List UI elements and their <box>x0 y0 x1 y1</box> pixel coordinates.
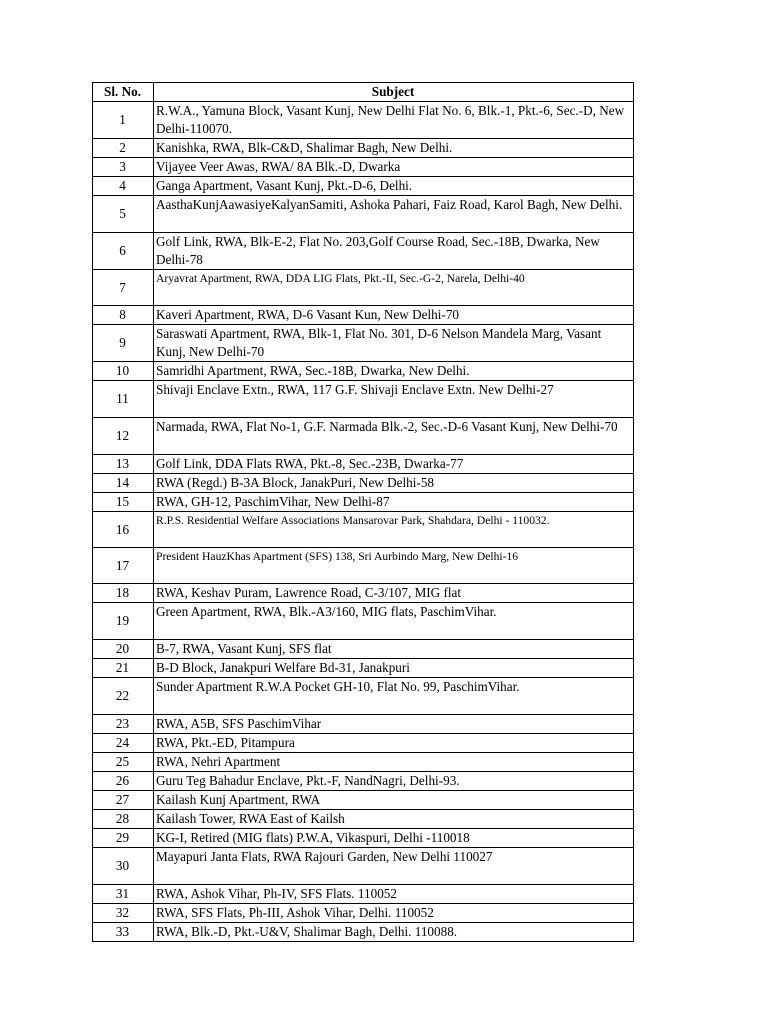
row-serial-number: 4 <box>93 177 154 196</box>
row-subject: Guru Teg Bahadur Enclave, Pkt.-F, NandNagri, Delhi-93. <box>154 772 634 791</box>
row-serial-number: 24 <box>93 734 154 753</box>
row-serial-number: 31 <box>93 885 154 904</box>
row-subject: Golf Link, RWA, Blk-E-2, Flat No. 203,Golf Course Road, Sec.-18B, Dwarka, New Delhi-78 <box>154 233 634 270</box>
row-serial-number: 18 <box>93 584 154 603</box>
row-serial-number: 23 <box>93 715 154 734</box>
row-serial-number: 22 <box>93 678 154 715</box>
row-serial-number: 16 <box>93 512 154 548</box>
row-subject: Kaveri Apartment, RWA, D-6 Vasant Kun, New Delhi-70 <box>154 306 634 325</box>
table-row <box>93 734 634 753</box>
header-sl-no: Sl. No. <box>93 83 154 102</box>
row-serial-number: 3 <box>93 158 154 177</box>
table-row <box>93 177 634 196</box>
row-serial-number: 19 <box>93 603 154 640</box>
table-row <box>93 270 634 306</box>
row-serial-number: 28 <box>93 810 154 829</box>
row-serial-number: 5 <box>93 196 154 233</box>
row-serial-number: 2 <box>93 139 154 158</box>
row-subject: Ganga Apartment, Vasant Kunj, Pkt.-D-6, Delhi. <box>154 177 634 196</box>
row-subject: AasthaKunjAawasiyeKalyanSamiti, Ashoka Pahari, Faiz Road, Karol Bagh, New Delhi. <box>154 196 634 233</box>
row-serial-number: 27 <box>93 791 154 810</box>
table-row <box>93 603 634 640</box>
table-row <box>93 158 634 177</box>
row-serial-number: 17 <box>93 548 154 584</box>
row-subject: RWA (Regd.) B-3A Block, JanakPuri, New Delhi-58 <box>154 474 634 493</box>
row-subject: Shivaji Enclave Extn., RWA, 117 G.F. Shivaji Enclave Extn. New Delhi-27 <box>154 381 634 418</box>
row-serial-number: 10 <box>93 362 154 381</box>
row-serial-number: 1 <box>93 102 154 139</box>
row-serial-number: 12 <box>93 418 154 455</box>
table-row <box>93 904 634 923</box>
row-serial-number: 7 <box>93 270 154 306</box>
row-subject: Kailash Kunj Apartment, RWA <box>154 791 634 810</box>
row-subject: RWA, A5B, SFS PaschimVihar <box>154 715 634 734</box>
row-subject: RWA, GH-12, PaschimVihar, New Delhi-87 <box>154 493 634 512</box>
table-row <box>93 512 634 548</box>
table-row <box>93 885 634 904</box>
header-subject: Subject <box>154 83 634 102</box>
row-serial-number: 20 <box>93 640 154 659</box>
table-row <box>93 493 634 512</box>
table-row <box>93 848 634 885</box>
row-subject: Sunder Apartment R.W.A Pocket GH-10, Flat No. 99, PaschimVihar. <box>154 678 634 715</box>
row-subject: Aryavrat Apartment, RWA, DDA LIG Flats, Pkt.-II, Sec.-G-2, Narela, Delhi-40 <box>154 270 634 306</box>
table-row <box>93 474 634 493</box>
table-row <box>93 455 634 474</box>
row-subject: Mayapuri Janta Flats, RWA Rajouri Garden, New Delhi 110027 <box>154 848 634 885</box>
row-serial-number: 15 <box>93 493 154 512</box>
row-serial-number: 8 <box>93 306 154 325</box>
table-row <box>93 715 634 734</box>
table-row <box>93 196 634 233</box>
row-subject: KG-I, Retired (MIG flats) P.W.A, Vikaspuri, Delhi -110018 <box>154 829 634 848</box>
row-subject: B-D Block, Janakpuri Welfare Bd-31, Janakpuri <box>154 659 634 678</box>
row-serial-number: 30 <box>93 848 154 885</box>
row-serial-number: 33 <box>93 923 154 942</box>
row-serial-number: 13 <box>93 455 154 474</box>
table-row <box>93 102 634 139</box>
row-serial-number: 9 <box>93 325 154 362</box>
row-subject: RWA, Ashok Vihar, Ph-IV, SFS Flats. 110052 <box>154 885 634 904</box>
row-subject: B-7, RWA, Vasant Kunj, SFS flat <box>154 640 634 659</box>
rwa-list-table <box>92 82 634 942</box>
table-row <box>93 418 634 455</box>
row-subject: Narmada, RWA, Flat No-1, G.F. Narmada Blk.-2, Sec.-D-6 Vasant Kunj, New Delhi-70 <box>154 418 634 455</box>
row-subject: RWA, Nehri Apartment <box>154 753 634 772</box>
table-row <box>93 829 634 848</box>
table-row <box>93 923 634 942</box>
row-subject: RWA, Keshav Puram, Lawrence Road, C-3/107, MIG flat <box>154 584 634 603</box>
row-subject: R.P.S. Residential Welfare Associations Mansarovar Park, Shahdara, Delhi - 110032. <box>154 512 634 548</box>
row-subject: Kanishka, RWA, Blk-C&D, Shalimar Bagh, New Delhi. <box>154 139 634 158</box>
row-serial-number: 29 <box>93 829 154 848</box>
row-subject: Golf Link, DDA Flats RWA, Pkt.-8, Sec.-23B, Dwarka-77 <box>154 455 634 474</box>
row-serial-number: 25 <box>93 753 154 772</box>
table-row <box>93 233 634 270</box>
table-row <box>93 772 634 791</box>
row-subject: RWA, SFS Flats, Ph-III, Ashok Vihar, Delhi. 110052 <box>154 904 634 923</box>
table-row <box>93 659 634 678</box>
table-row <box>93 548 634 584</box>
row-subject: Samridhi Apartment, RWA, Sec.-18B, Dwarka, New Delhi. <box>154 362 634 381</box>
row-subject: RWA, Blk.-D, Pkt.-U&V, Shalimar Bagh, Delhi. 110088. <box>154 923 634 942</box>
table-row <box>93 584 634 603</box>
table-row <box>93 139 634 158</box>
row-subject: Kailash Tower, RWA East of Kailsh <box>154 810 634 829</box>
table-row <box>93 678 634 715</box>
row-serial-number: 21 <box>93 659 154 678</box>
row-serial-number: 6 <box>93 233 154 270</box>
row-serial-number: 26 <box>93 772 154 791</box>
table-row <box>93 362 634 381</box>
row-serial-number: 11 <box>93 381 154 418</box>
row-serial-number: 32 <box>93 904 154 923</box>
table-row <box>93 810 634 829</box>
row-subject: RWA, Pkt.-ED, Pitampura <box>154 734 634 753</box>
table-header-row <box>93 83 634 102</box>
row-subject: President HauzKhas Apartment (SFS) 138, Sri Aurbindo Marg, New Delhi-16 <box>154 548 634 584</box>
table-row <box>93 753 634 772</box>
table-row <box>93 791 634 810</box>
table-row <box>93 325 634 362</box>
table-row <box>93 381 634 418</box>
table-row <box>93 306 634 325</box>
table-row <box>93 640 634 659</box>
row-subject: Green Apartment, RWA, Blk.-A3/160, MIG flats, PaschimVihar. <box>154 603 634 640</box>
row-serial-number: 14 <box>93 474 154 493</box>
row-subject: R.W.A., Yamuna Block, Vasant Kunj, New Delhi Flat No. 6, Blk.-1, Pkt.-6, Sec.-D, New Delhi-110070. <box>154 102 634 139</box>
table-body <box>93 102 634 942</box>
row-subject: Saraswati Apartment, RWA, Blk-1, Flat No. 301, D-6 Nelson Mandela Marg, Vasant Kunj, New Delhi-70 <box>154 325 634 362</box>
row-subject: Vijayee Veer Awas, RWA/ 8A Blk.-D, Dwarka <box>154 158 634 177</box>
